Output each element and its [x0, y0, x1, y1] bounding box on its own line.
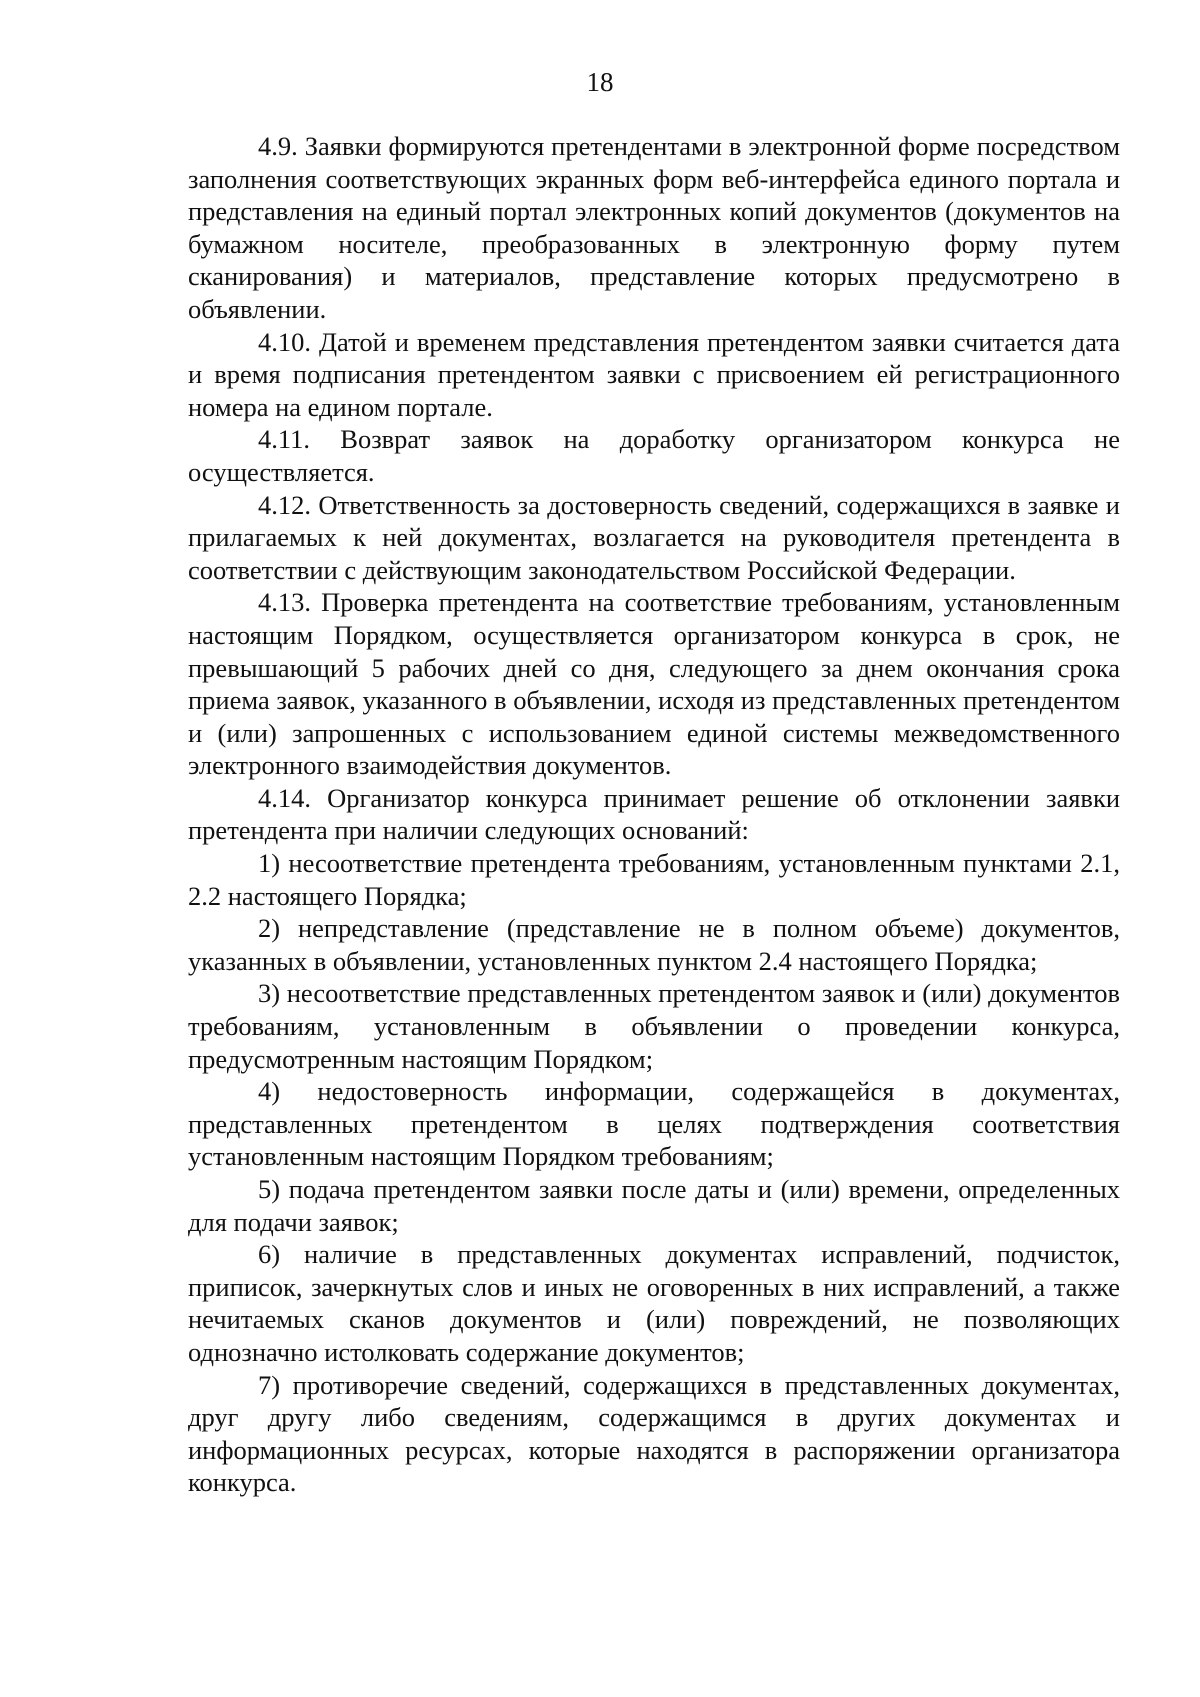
page-number: 18: [586, 67, 614, 97]
paragraph-4-11: 4.11. Возврат заявок на доработку организатором конкурса не осуществляется.: [188, 424, 1120, 487]
list-item-4: 4) недостоверность информации, содержащейся в документах, представленных претендентом в целях подтверждения соответствия установленным настоящим Порядком требованиям;: [188, 1076, 1120, 1172]
paragraph-4-12: 4.12. Ответственность за достоверность сведений, содержащихся в заявке и прилагаемых к ней документах, возлагается на руководителя претендента в соответствии с действующим законодательством Российской Федерации.: [188, 489, 1120, 585]
paragraph-4-10: 4.10. Датой и временем представления претендентом заявки считается дата и время подписания претендентом заявки с присвоением ей регистрационного номера на едином портале.: [188, 326, 1120, 422]
paragraph-4-14: 4.14. Организатор конкурса принимает решение об отклонении заявки претендента при наличии следующих оснований:: [188, 782, 1120, 846]
list-item-2: 2) непредставление (представление не в полном объеме) документов, указанных в объявлении, установленных пунктом 2.4 настоящего Порядка;: [188, 913, 1120, 976]
list-item-1: 1) несоответствие претендента требованиям, установленным пунктами 2.1, 2.2 настоящего Порядка;: [188, 848, 1120, 911]
list-item-6: 6) наличие в представленных документах исправлений, подчисток, приписок, зачеркнутых слов и иных не оговоренных в них исправлений, а также нечитаемых сканов документов и (или) повреждений, не позволяющих однозначно истолковать содержание документов;: [188, 1239, 1120, 1367]
paragraph-4-9: 4.9. Заявки формируются претендентами в электронной форме посредством заполнения соответствующих экранных форм веб-интерфейса единого портала и представления на единый портал электронных копий документов (документов на бумажном носителе, преобразованных в электронную форму путем сканирования) и материалов, представление которых предусмотрено в объявлении.: [188, 131, 1120, 324]
list-item-5: 5) подача претендентом заявки после даты и (или) времени, определенных для подачи заявок;: [188, 1174, 1120, 1237]
list-item-7: 7) противоречие сведений, содержащихся в представленных документах, друг другу либо сведениям, содержащимся в других документах и информационных ресурсах, которые находятся в распоряжении организатора конкурса.: [188, 1369, 1120, 1498]
list-item-3: 3) несоответствие представленных претендентом заявок и (или) документов требованиям, установленным в объявлении о проведении конкурса, предусмотренным настоящим Порядком;: [188, 978, 1120, 1074]
document-body: [188, 130, 1120, 1499]
paragraph-4-13: 4.13. Проверка претендента на соответствие требованиям, установленным настоящим Порядком, осуществляется организатором конкурса в срок, не превышающий 5 рабочих дней со дня, следующего за днем окончания срока приема заявок, указанного в объявлении, исходя из представленных претендентом и (или) запрошенных с использованием единой системы межведомственного электронного взаимодействия документов.: [188, 587, 1120, 781]
